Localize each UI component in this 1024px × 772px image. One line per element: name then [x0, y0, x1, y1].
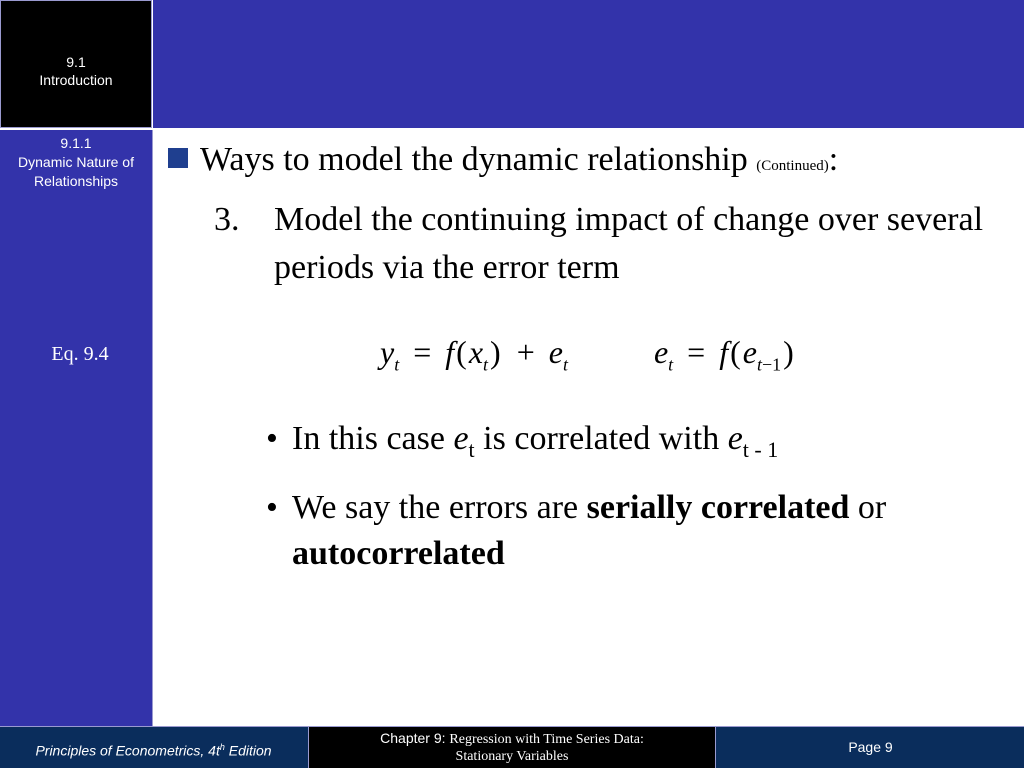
eq-sub-t: t: [394, 354, 400, 375]
bullet1-e: e: [453, 420, 469, 457]
bullet-dot-icon: •: [266, 420, 278, 457]
section-header-box: [0, 0, 152, 128]
bullet-correlated: [266, 416, 1006, 473]
book-title-b: Edition: [224, 742, 272, 759]
heading-bullet: [168, 138, 1008, 188]
bullet2-text-a: We say the errors are: [292, 488, 579, 526]
sidebar: [0, 130, 153, 727]
equation-9-4: [380, 334, 796, 375]
bullet1-sub2: t - 1: [742, 436, 779, 462]
subsection-title-line1: Dynamic Nature of: [18, 154, 134, 170]
bullet2-bold1: serially correlated: [586, 488, 850, 526]
eq-y: y: [380, 334, 395, 370]
eq-rparen2: ): [783, 334, 794, 370]
subsection-label: [0, 134, 152, 191]
heading-note: (Continued): [756, 158, 829, 174]
slide-content: [168, 138, 1008, 188]
item-text: Model the continuing impact of change over several periods via the error term: [274, 201, 984, 286]
footer-book-title: [0, 727, 307, 768]
sub-bullets: [266, 416, 1006, 589]
eq-e: e: [548, 334, 563, 370]
eq-sub-t: t: [562, 354, 568, 375]
heading-text: Ways to model the dynamic relationship: [200, 141, 748, 178]
eq-sub-minus: −: [761, 354, 773, 375]
bullet2-text-b: or: [857, 488, 887, 526]
eq-rparen: ): [490, 334, 501, 370]
eq-equals2: =: [687, 334, 706, 370]
eq-lparen2: (: [730, 334, 741, 370]
bullet-dot-icon: •: [266, 488, 278, 526]
heading-colon: :: [828, 141, 839, 178]
eq-e2: e: [653, 334, 669, 370]
eq-x: x: [468, 334, 484, 370]
bullet1-sub: t: [468, 436, 475, 462]
footer-page-number: Page 9: [848, 739, 893, 755]
bullet2-bold2: autocorrelated: [292, 534, 505, 572]
bullet1-text-a: In this case: [292, 420, 445, 457]
eq-sub-t: t: [756, 354, 762, 375]
bullet1-text-b: is correlated with: [483, 420, 720, 457]
subsection-title-line2: Relationships: [33, 173, 119, 189]
eq-sub-t-minus-1: [757, 354, 781, 374]
eq-e3: e: [742, 334, 757, 370]
eq-lparen: (: [456, 334, 467, 370]
bullet-serial: [266, 485, 1006, 577]
eq-equals: =: [413, 334, 432, 370]
book-title-sup: h: [219, 742, 225, 752]
chapter-label: Chapter 9:: [380, 730, 446, 746]
chapter-title-line1: Regression with Time Series Data:: [449, 732, 644, 747]
item-number: 3.: [214, 201, 240, 238]
title-bar: [153, 0, 1024, 128]
equation-label: Eq. 9.4: [51, 343, 109, 365]
eq-sub-t: t: [483, 354, 489, 375]
footer-bar: [0, 726, 1024, 768]
eq-f2: f: [719, 334, 729, 370]
chapter-title-line2: Stationary Variables: [455, 749, 569, 764]
eq-plus: +: [516, 334, 535, 370]
eq-f: f: [445, 334, 455, 370]
eq-sub-t: t: [668, 354, 674, 375]
section-title: Introduction: [39, 72, 113, 88]
square-bullet-icon: [168, 148, 188, 168]
section-number: 9.1: [66, 54, 86, 70]
eq-sub-one: 1: [772, 354, 782, 375]
footer-chapter: [308, 727, 716, 768]
bullet1-e2: e: [727, 420, 743, 457]
book-title-a: Principles of Econometrics, 4t: [35, 742, 220, 759]
subsection-number: 9.1.1: [60, 135, 92, 151]
